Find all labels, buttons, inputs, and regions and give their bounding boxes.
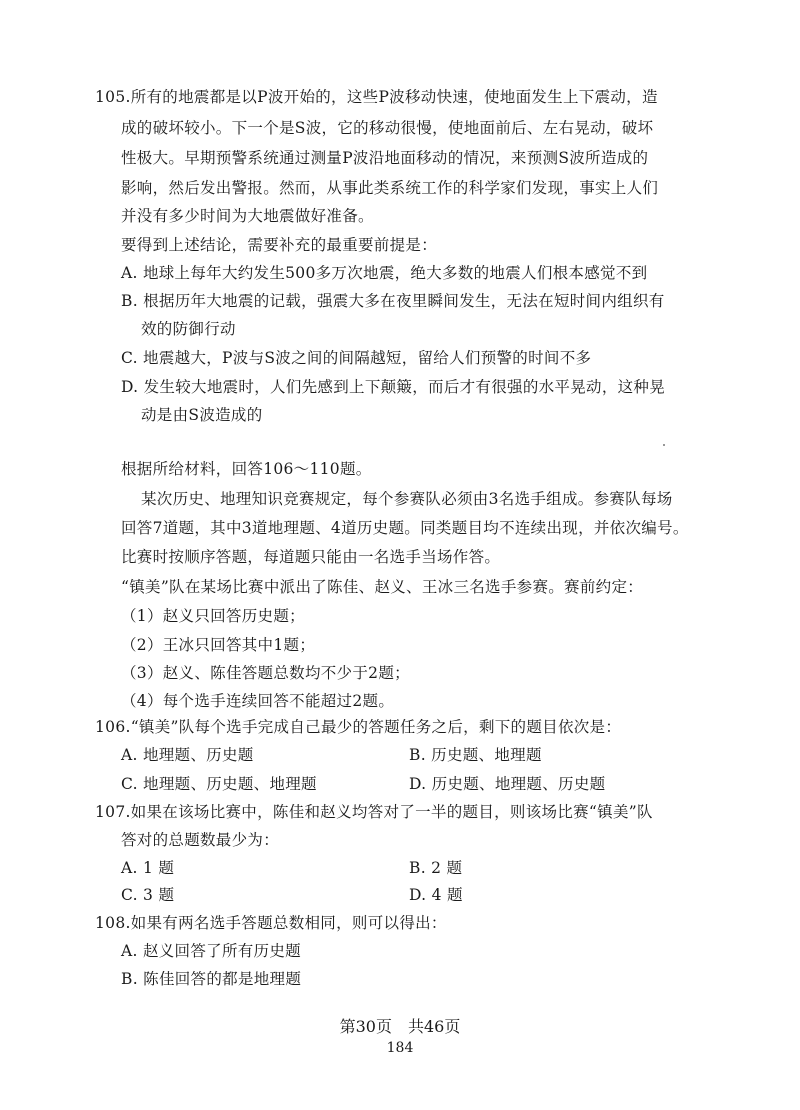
material-rule-3: （3）赵义、陈佳答题总数均不少于2题； bbox=[121, 664, 410, 682]
q106-option-b: B. 历史题、地理题 bbox=[409, 746, 542, 764]
q106-option-a: A. 地理题、历史题 bbox=[121, 746, 254, 764]
q107-stem-line-1: 107.如果在该场比赛中，陈佳和赵义均答对了一半的题目，则该场比赛“镇美”队 bbox=[95, 803, 653, 821]
q105-stem-line-4: 影响，然后发出警报。然而，从事此类系统工作的科学家们发现，事实上人们 bbox=[121, 179, 659, 197]
q108-option-b: B. 陈佳回答的都是地理题 bbox=[121, 970, 302, 988]
q105-option-d-line-1: D. 发生较大地震时，人们先感到上下颠簸，而后才有很强的水平晃动，这种晃 bbox=[121, 378, 666, 396]
q106-stem: 106.“镇美”队每个选手完成自己最少的答题任务之后，剩下的题目依次是： bbox=[95, 718, 622, 736]
material-rule-2: （2）王冰只回答其中1题； bbox=[121, 636, 316, 654]
page-label: 第30页 共46页 bbox=[339, 1017, 461, 1036]
q105-option-b-line-1: B. 根据历年大地震的记载，强震大多在夜里瞬间发生，无法在短时间内组织有 bbox=[121, 292, 665, 310]
material-intro: 根据所给材料，回答106～110题。 bbox=[121, 460, 372, 478]
scan-speck bbox=[663, 444, 665, 446]
q106-option-d: D. 历史题、地理题、历史题 bbox=[409, 775, 606, 793]
q105-option-b-line-2: 效的防御行动 bbox=[141, 320, 236, 338]
material-paragraph-1-line-2: 回答7道题，其中3道地理题、4道历史题。同类题目均不连续出现，并依次编号。 bbox=[121, 519, 689, 537]
q107-option-d: D. 4 题 bbox=[409, 886, 463, 904]
material-paragraph-2: “镇美”队在某场比赛中派出了陈佳、赵义、王冰三名选手参赛。赛前约定： bbox=[121, 578, 644, 596]
q105-option-c: C. 地震越大，P波与S波之间的间隔越短，留给人们预警的时间不多 bbox=[121, 349, 592, 367]
q105-stem-line-3: 性极大。早期预警系统通过测量P波沿地面移动的情况，来预测S波所造成的 bbox=[121, 149, 649, 167]
q107-option-c: C. 3 题 bbox=[121, 886, 175, 904]
page-number: 184 bbox=[386, 1040, 414, 1056]
q108-option-a: A. 赵义回答了所有历史题 bbox=[121, 942, 301, 960]
q106-option-c: C. 地理题、历史题、地理题 bbox=[121, 775, 317, 793]
material-rule-4: （4）每个选手连续回答不能超过2题。 bbox=[121, 692, 395, 710]
q107-option-b: B. 2 题 bbox=[409, 859, 463, 877]
material-paragraph-1-line-3: 比赛时按顺序答题，每道题只能由一名选手当场作答。 bbox=[121, 548, 501, 566]
q105-stem-line-1: 105.所有的地震都是以P波开始的，这些P波移动快速，使地面发生上下震动，造 bbox=[95, 88, 658, 106]
q105-option-d-line-2: 动是由S波造成的 bbox=[141, 406, 263, 424]
material-rule-1: （1）赵义只回答历史题； bbox=[121, 607, 305, 625]
q105-prompt: 要得到上述结论，需要补充的最重要前提是： bbox=[121, 236, 438, 254]
material-paragraph-1-line-1: 某次历史、地理知识竞赛规定，每个参赛队必须由3名选手组成。参赛队每场 bbox=[141, 490, 673, 508]
q107-stem-line-2: 答对的总题数最少为： bbox=[121, 831, 280, 849]
q105-option-a: A. 地球上每年大约发生500多万次地震，绝大多数的地震人们根本感觉不到 bbox=[121, 264, 648, 282]
q107-option-a: A. 1 题 bbox=[121, 859, 175, 877]
q105-stem-line-5: 并没有多少时间为大地震做好准备。 bbox=[121, 207, 374, 225]
q108-stem: 108.如果有两名选手答题总数相同，则可以得出： bbox=[95, 914, 447, 932]
q105-stem-line-2: 成的破坏较小。下一个是S波，它的移动很慢，使地面前后、左右晃动，破坏 bbox=[121, 119, 654, 137]
